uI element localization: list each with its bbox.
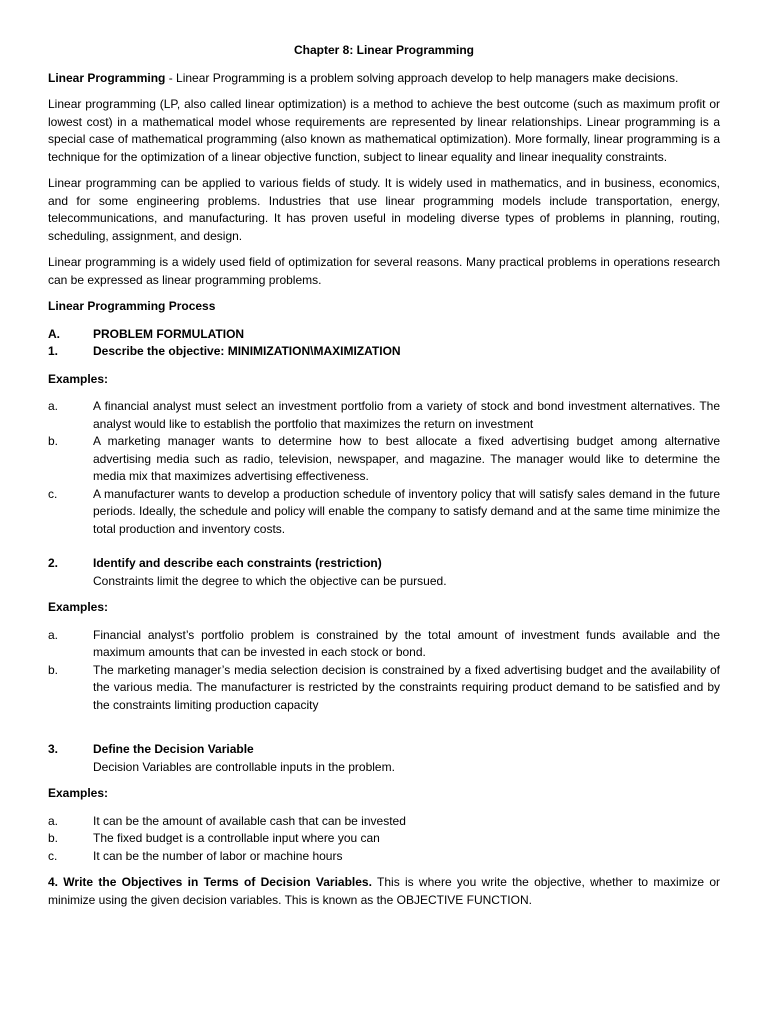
- intro-term: Linear Programming: [48, 70, 166, 85]
- intro-text: - Linear Programming is a problem solving approach develop to help managers make decisions.: [165, 70, 679, 85]
- list-marker: a.: [48, 627, 59, 642]
- step-2-label: Identify and describe each constraints (restriction): [93, 556, 382, 570]
- section-a-label: PROBLEM FORMULATION: [93, 326, 245, 341]
- list-marker: b.: [48, 831, 59, 845]
- step-3-heading: [48, 741, 720, 759]
- paragraph-lp-definition: Linear programming (LP, also called linear optimization) is a method to achieve the best outcome (such as maximum profit or lowest cost) in a mathematical model whose requirements are represented by linear relationships. Linear programming is a special case of mathematical programming (also known as mathematical optimization). More formally, linear programming is a technique for the optimization of a linear objective function, subject to linear equality and linear inequality constraints.: [48, 97, 720, 164]
- examples-list-1: [48, 398, 720, 538]
- list-text: A financial analyst must select an investment portfolio from a variety of stock and bond investment alternatives. The analyst would like to establish the portfolio that maximizes the return on investment: [93, 399, 720, 431]
- list-marker: b.: [48, 434, 59, 448]
- examples-list-2: [48, 627, 720, 715]
- step-1-label: Describe the objective: MINIMIZATION\MAXIMIZATION: [93, 344, 401, 358]
- examples-list-3: [48, 813, 720, 866]
- list-text: The fixed budget is a controllable input where you can: [93, 831, 380, 845]
- step-3-marker: 3.: [48, 742, 59, 756]
- list-marker: a.: [48, 813, 59, 828]
- list-item: [48, 662, 720, 715]
- step-4-lead: 4. Write the Objectives in Terms of Decision Variables.: [48, 875, 372, 889]
- list-item: [48, 627, 720, 662]
- step-3-label: Define the Decision Variable: [93, 742, 254, 756]
- spacer: [48, 547, 720, 555]
- step-1-heading: [48, 343, 720, 361]
- section-a-marker: A.: [48, 326, 60, 341]
- list-text: Financial analyst’s portfolio problem is constrained by the total amount of investment funds available and the maximum amounts that can be invested in each stock or bond.: [93, 627, 720, 659]
- list-text: It can be the amount of available cash that can be invested: [93, 813, 406, 828]
- list-item: [48, 848, 720, 866]
- page-title: Chapter 8: Linear Programming: [293, 43, 475, 57]
- examples-label-3: Examples:: [48, 786, 109, 800]
- list-item: [48, 398, 720, 433]
- section-a-heading: [48, 326, 720, 344]
- list-marker: c.: [48, 486, 58, 501]
- list-text: The marketing manager’s media selection decision is constrained by a fixed advertising budget and the availability of the various media. The manufacturer is restricted by the constraints requiring product demand to be satisfied and by the constraints limiting production capacity: [93, 662, 720, 712]
- list-marker: c.: [48, 848, 58, 863]
- list-text: A manufacturer wants to develop a production schedule of inventory policy that will satisfy sales demand in the future periods. Ideally, the schedule and policy will enable the company to satisfy demand and at the same time minimize the total production and inventory costs.: [93, 486, 720, 536]
- list-item: [48, 486, 720, 539]
- list-text: It can be the number of labor or machine hours: [93, 848, 343, 863]
- step-4-text: This is where you write the objective, whether to maximize or minimize using the given decision variables. This is known as the OBJECTIVE FUNCTION.: [48, 875, 720, 907]
- list-text: A marketing manager wants to determine how to best allocate a fixed advertising budget among alternative advertising media such as radio, television, newspaper, and magazine. The manager would like to determine the media mix that maximizes advertising effectiveness.: [93, 434, 720, 483]
- step-1-marker: 1.: [48, 344, 59, 358]
- list-item: [48, 433, 720, 486]
- step-4-paragraph: [48, 874, 720, 909]
- list-item: [48, 813, 720, 831]
- step-2-marker: 2.: [48, 556, 59, 570]
- spacer: [48, 723, 720, 741]
- examples-label-2: Examples:: [48, 600, 109, 614]
- paragraph-lp-usage: Linear programming is a widely used field of optimization for several reasons. Many practical problems in operations research can be expressed as linear programming problems.: [48, 255, 720, 287]
- intro-paragraph: [48, 70, 720, 88]
- step-2-heading: [48, 555, 720, 573]
- list-marker: a.: [48, 399, 59, 413]
- list-marker: b.: [48, 662, 59, 677]
- paragraph-lp-applications: Linear programming can be applied to various fields of study. It is widely used in mathematics, and in business, economics, and for some engineering problems. Industries that use linear programming models include transportation, energy, telecommunications, and manufacturing. It has proven useful in modeling diverse types of problems in planning, routing, scheduling, assignment, and design.: [48, 176, 720, 243]
- examples-label-1: Examples:: [48, 371, 109, 386]
- process-heading: Linear Programming Process: [48, 299, 216, 313]
- list-item: [48, 830, 720, 848]
- step-3-description: Decision Variables are controllable inputs in the problem.: [93, 759, 395, 774]
- step-2-description: Constraints limit the degree to which the objective can be pursued.: [93, 573, 447, 588]
